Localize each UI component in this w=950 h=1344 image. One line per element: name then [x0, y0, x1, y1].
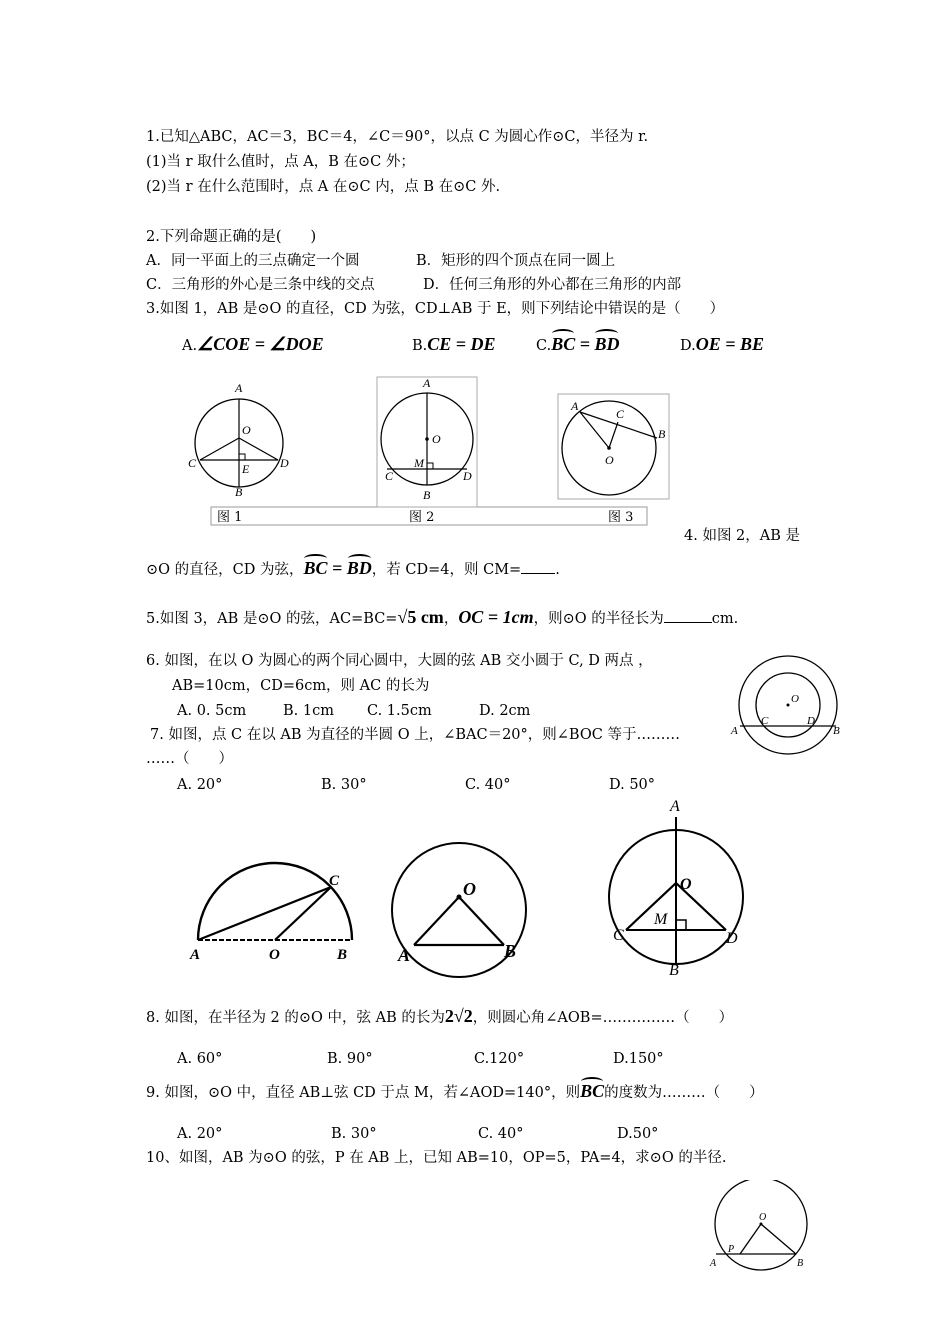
svg-text:B: B	[833, 725, 840, 737]
svg-text:A: A	[710, 1258, 717, 1269]
svg-text:P: P	[728, 1244, 735, 1255]
q10-chord-figure	[704, 1180, 824, 1276]
svg-text:O: O	[680, 876, 692, 893]
q9-stem: 9. 如图，⊙O 中，直径 AB⊥弦 CD 于点 M，若∠AOD=140°，则BC的度数为………（ ）	[146, 1081, 764, 1101]
q8-option-d: D.150°	[613, 1051, 664, 1067]
q1-line1: 1.已知△ABC，AC＝3，BC＝4，∠C＝90°，以点 C 为圆心作⊙C，半径为 r.	[146, 129, 649, 145]
q9-option-a: A. 20°	[177, 1126, 223, 1142]
svg-text:A: A	[235, 381, 243, 395]
svg-text:A: A	[398, 945, 411, 965]
q8-option-c: C.120°	[474, 1051, 525, 1067]
q4-line2: ⊙O 的直径，CD 为弦，BC = BD，若 CD=4，则 CM= .	[146, 558, 560, 578]
svg-text:M: M	[414, 456, 424, 470]
q2-option-a: A．同一平面上的三点确定一个圆	[146, 253, 360, 269]
svg-text:E: E	[242, 462, 250, 476]
svg-text:O: O	[605, 453, 614, 467]
q7-option-d: D. 50°	[609, 777, 656, 793]
q1-line3: (2)当 r 在什么范围时，点 A 在⊙C 内，点 B 在⊙C 外.	[146, 179, 501, 195]
svg-text:B: B	[658, 427, 666, 441]
q2-stem: 2.下列命题正确的是( )	[146, 229, 317, 245]
q6-line1: 6. 如图，在以 O 为圆心的两个同心圆中，大圆的弦 AB 交小圆于 C, D 两点 ，	[146, 653, 653, 669]
q2-option-d: D．任何三角形的外心都在三角形的内部	[423, 277, 682, 293]
q3-option-a: A.∠COE = ∠DOE	[182, 334, 324, 354]
q9-option-d: D.50°	[617, 1126, 659, 1142]
q6-option-b: B. 1cm	[283, 703, 334, 719]
svg-text:M: M	[654, 911, 668, 928]
q3-option-c: C.BC = BD	[536, 334, 620, 354]
q5-answer-blank[interactable]	[664, 622, 712, 623]
svg-text:B: B	[797, 1258, 804, 1269]
svg-text:B: B	[504, 941, 517, 961]
svg-text:O: O	[791, 693, 799, 705]
q10-stem: 10、如图，AB 为⊙O 的弦，P 在 AB 上，已知 AB=10，OP=5，PA=4，求⊙O 的半径.	[146, 1150, 727, 1166]
q3-stem: 3.如图 1，AB 是⊙O 的直径，CD 为弦，CD⊥AB 于 E，则下列结论中错误的是（ ）	[146, 301, 725, 317]
svg-text:C: C	[329, 873, 340, 889]
q8-option-b: B. 90°	[327, 1051, 373, 1067]
q3-option-b: B.CE = DE	[412, 334, 496, 354]
q2-option-b: B．矩形的四个顶点在同一圆上	[416, 253, 616, 269]
q6-line2: AB=10cm，CD=6cm，则 AC 的长为	[172, 678, 430, 694]
figures-1-3	[180, 372, 680, 532]
svg-text:C: C	[385, 469, 394, 483]
svg-text:A: A	[423, 376, 431, 390]
q9-option-c: C. 40°	[478, 1126, 524, 1142]
svg-text:O: O	[432, 432, 441, 446]
svg-text:B: B	[235, 485, 243, 499]
figures-q7-q8-q9	[186, 793, 756, 988]
q8-option-a: A. 60°	[177, 1051, 223, 1067]
svg-text:A: A	[190, 947, 201, 963]
svg-text:O: O	[242, 423, 251, 437]
fig1-caption: 图 1	[217, 510, 243, 525]
q6-concentric-circles-figure	[727, 654, 845, 756]
q4-answer-blank[interactable]	[521, 573, 555, 574]
svg-text:D: D	[463, 469, 472, 483]
q8-stem: 8. 如图，在半径为 2 的⊙O 中，弦 AB 的长为2√2，则圆心角∠AOB=……………（ ）	[146, 1006, 734, 1026]
q7-option-a: A. 20°	[177, 777, 223, 793]
svg-text:C: C	[188, 456, 197, 470]
q6-option-d: D. 2cm	[479, 703, 531, 719]
svg-text:A: A	[670, 798, 680, 815]
q2-option-c: C．三角形的外心是三条中线的交点	[146, 277, 375, 293]
q7-line2: ……（ ）	[146, 751, 233, 767]
svg-text:B: B	[423, 488, 431, 502]
q4-line1: 4. 如图 2，AB 是	[684, 528, 801, 544]
svg-text:D: D	[726, 930, 738, 947]
svg-text:B: B	[669, 962, 679, 979]
q7-option-b: B. 30°	[321, 777, 367, 793]
fig2-caption: 图 2	[409, 510, 435, 525]
svg-text:D: D	[280, 456, 289, 470]
svg-text:O: O	[759, 1212, 767, 1223]
q6-option-c: C. 1.5cm	[367, 703, 432, 719]
q3-option-d: D.OE = BE	[680, 334, 764, 354]
q7-line1: 7. 如图，点 C 在以 AB 为直径的半圆 O 上，∠BAC＝20°，则∠BOC 等于………	[150, 727, 680, 743]
svg-text:B: B	[337, 947, 348, 963]
q7-option-c: C. 40°	[465, 777, 511, 793]
q9-option-b: B. 30°	[331, 1126, 377, 1142]
svg-text:A: A	[731, 725, 738, 737]
svg-text:C: C	[616, 407, 625, 421]
svg-text:O: O	[269, 947, 280, 963]
svg-text:C: C	[761, 715, 769, 727]
q5-text: 5.如图 3，AB 是⊙O 的弦，AC=BC=√5 cm，OC = 1cm，则⊙O 的半径长为 cm.	[146, 607, 739, 627]
svg-text:C: C	[613, 927, 624, 944]
svg-text:O: O	[463, 879, 476, 899]
fig3-caption: 图 3	[608, 510, 634, 525]
svg-text:A: A	[571, 399, 579, 413]
q1-line2: (1)当 r 取什么值时，点 A，B 在⊙C 外；	[146, 154, 415, 170]
q6-option-a: A. 0. 5cm	[177, 703, 247, 719]
svg-text:D: D	[807, 715, 815, 727]
